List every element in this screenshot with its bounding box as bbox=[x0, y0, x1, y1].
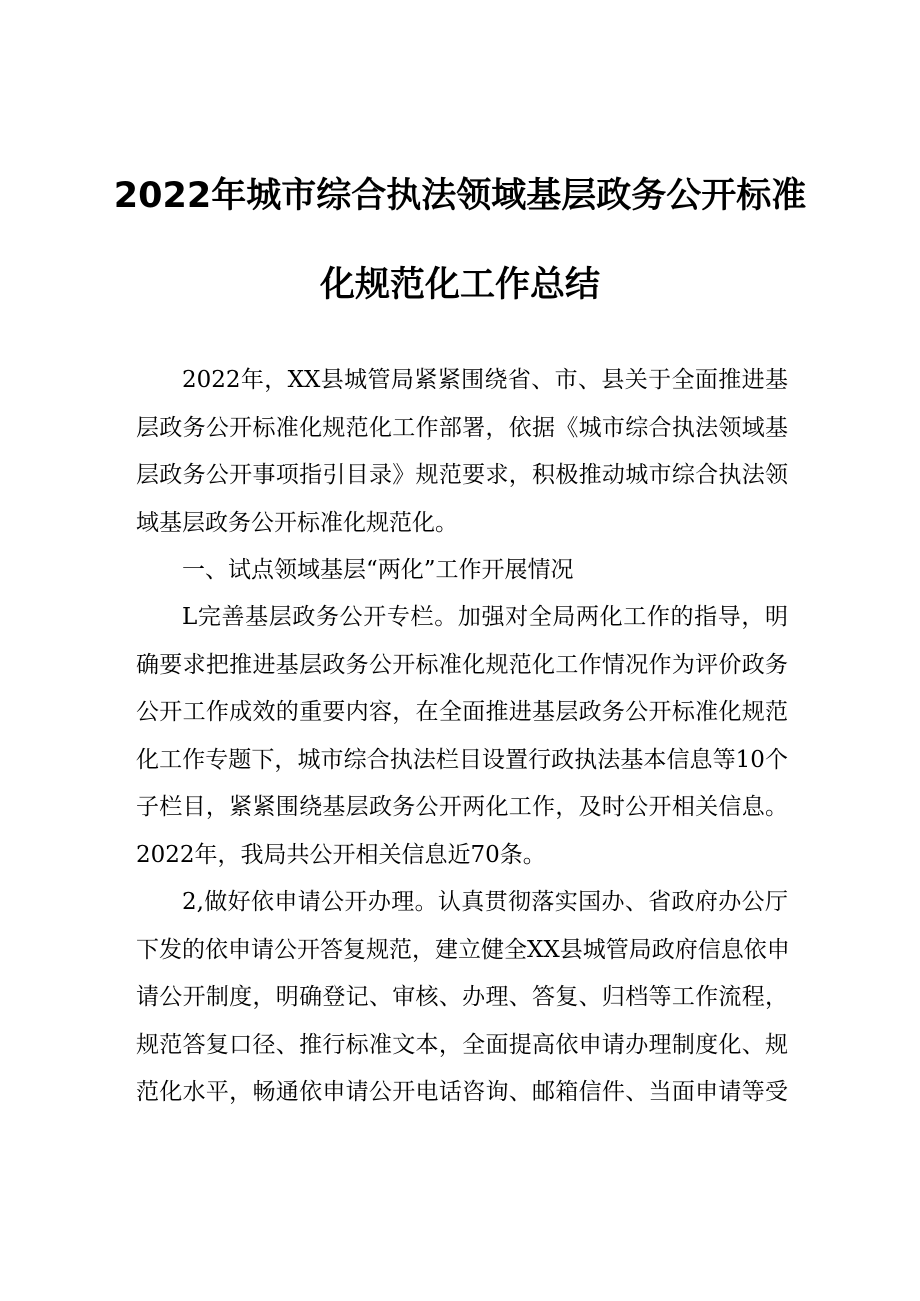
item-2-paragraph-line: 范化水平，畅通依申请公开电话咨询、邮箱信件、当面申请等受 bbox=[136, 1079, 788, 1105]
item-2-paragraph-line: 下发的依申请公开答复规范，建立健全XX县城管局政府信息依申 bbox=[136, 936, 790, 963]
document-title-line-1: 2022年城市综合执法领域基层政务公开标准 bbox=[113, 176, 807, 216]
intro-paragraph-line: 层政务公开事项指引目录》规范要求，积极推动城市综合执法领 bbox=[136, 462, 788, 488]
document-title-line-2: 化规范化工作总结 bbox=[319, 265, 600, 305]
item-1-paragraph-line: 化工作专题下，城市综合执法栏目设置行政执法基本信息等10个 bbox=[136, 746, 788, 773]
intro-paragraph-line: 2022年，XX县城管局紧紧围绕省、市、县关于全面推进基 bbox=[182, 367, 788, 393]
item-1-paragraph-line: 确要求把推进基层政务公开标准化规范化工作情况作为评价政务 bbox=[136, 651, 788, 678]
item-1-paragraph-line: 子栏目，紧紧围绕基层政务公开两化工作，及时公开相关信息。 bbox=[136, 794, 788, 820]
item-2-paragraph bbox=[136, 879, 788, 1117]
item-1-paragraph-line: 公开工作成效的重要内容，在全面推进基层政务公开标准化规范 bbox=[136, 699, 788, 725]
item-1-paragraph-line: 2022年，我局共公开相关信息近70条。 bbox=[136, 841, 546, 868]
intro-paragraph-line: 域基层政务公开标准化规范化。 bbox=[136, 509, 458, 536]
intro-paragraph bbox=[136, 357, 788, 547]
item-2-paragraph-line: 规范答复口径、推行标准文本，全面提高依申请办理制度化、规 bbox=[136, 1031, 788, 1058]
item-1-paragraph bbox=[136, 594, 788, 879]
item-2-paragraph-line: 请公开制度，明确登记、审核、办理、答复、归档等工作流程， bbox=[136, 984, 788, 1010]
section-heading bbox=[136, 547, 788, 595]
item-2-paragraph-line: 2,做好依申请公开办理。认真贯彻落实国办、省政府办公厅 bbox=[182, 889, 788, 915]
item-1-paragraph-line: L完善基层政务公开专栏。加强对全局两化工作的指导，明 bbox=[182, 604, 788, 630]
intro-paragraph-line: 层政务公开标准化规范化工作部署，依据《城市综合执法领域基 bbox=[136, 414, 788, 441]
section-heading-text: 一、试点领域基层“两化”工作开展情况 bbox=[182, 557, 574, 583]
